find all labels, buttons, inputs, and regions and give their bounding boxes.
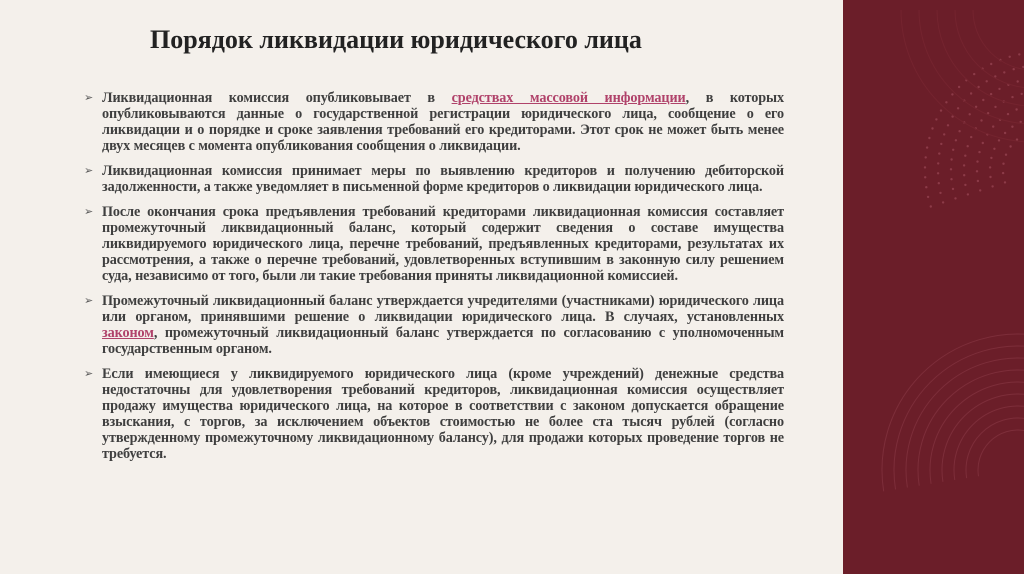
decorative-dot: [994, 75, 996, 77]
decorative-dot: [924, 166, 926, 168]
decorative-dot: [989, 166, 991, 168]
arrow-bullet-icon: ➢: [84, 164, 94, 177]
decorative-dot: [998, 88, 1000, 90]
decorative-dot: [940, 143, 942, 145]
text-segment: Ликвидационная комиссия опубликовывает в: [102, 90, 452, 106]
decorative-dot: [980, 119, 982, 121]
decorative-arc: [973, 10, 1024, 70]
decorative-dot: [939, 192, 941, 194]
decorative-dot: [1015, 108, 1017, 110]
list-item: [84, 204, 784, 284]
decorative-dot: [1004, 132, 1006, 134]
decorative-dot: [925, 156, 927, 158]
list-item: [84, 366, 784, 462]
text-segment: Промежуточный ликвидационный баланс утверждается учредителями (участниками) юридического лица или органом, принявшими решение о ликвидации юридического лица. В случаях, установленных: [102, 293, 784, 325]
decorative-arc: [882, 334, 1024, 491]
decorative-dot: [993, 148, 995, 150]
decorative-arc: [918, 370, 1024, 486]
decorative-dot: [1009, 56, 1011, 58]
decorative-dot: [1002, 172, 1004, 174]
decorative-dot: [979, 189, 981, 191]
list-item-text: [102, 90, 784, 154]
decorative-dot: [926, 146, 928, 148]
decorative-dot: [1004, 181, 1006, 183]
decorative-pattern: [843, 0, 1024, 574]
decorative-dot: [967, 145, 969, 147]
decorative-dot: [957, 107, 959, 109]
list-item: [84, 293, 784, 357]
decorative-dot: [937, 162, 939, 164]
decorative-dot: [990, 93, 992, 95]
decorative-arc: [901, 10, 1024, 142]
decorative-dot: [950, 158, 952, 160]
arrow-bullet-icon: ➢: [84, 367, 94, 380]
list-item-text: [102, 366, 784, 462]
decorative-dot: [1011, 126, 1013, 128]
decorative-dot: [977, 86, 979, 88]
decorative-dot: [937, 172, 939, 174]
decorative-dot: [950, 168, 952, 170]
decorative-dot: [963, 174, 965, 176]
decorative-dot: [931, 127, 933, 129]
decorative-arc: [978, 430, 1024, 476]
decorative-dot: [1013, 68, 1015, 70]
decorative-dot: [925, 186, 927, 188]
decorative-dot: [943, 133, 945, 135]
decorative-arc: [894, 346, 1024, 489]
decorative-dot: [935, 118, 937, 120]
decorative-dot: [975, 106, 977, 108]
decorative-dot: [942, 201, 944, 203]
decorative-dot: [964, 155, 966, 157]
list-item: [84, 163, 784, 195]
decorative-dot: [1002, 163, 1004, 165]
decorative-dot: [952, 149, 954, 151]
decorative-arc: [937, 10, 1024, 106]
decorative-dot: [951, 93, 953, 95]
decorative-dot: [963, 164, 965, 166]
arrow-bullet-icon: ➢: [84, 91, 94, 104]
decorative-dot: [950, 178, 952, 180]
decorative-dot: [952, 188, 954, 190]
decorative-dot: [964, 184, 966, 186]
decorative-dot: [970, 136, 972, 138]
decorative-dot: [924, 176, 926, 178]
decorative-dot: [940, 109, 942, 111]
decorative-dot: [927, 196, 929, 198]
decorative-dot: [1005, 154, 1007, 156]
decorative-dot: [991, 185, 993, 187]
decorative-dot: [938, 182, 940, 184]
decorative-dot: [970, 92, 972, 94]
bullet-list: [84, 90, 784, 471]
decorative-dot: [958, 86, 960, 88]
decorative-dot: [947, 124, 949, 126]
media-link[interactable]: средствах массовой информации: [451, 90, 686, 106]
decorative-dot: [990, 157, 992, 159]
decorative-dot: [977, 180, 979, 182]
list-item-text: [102, 204, 784, 284]
decorative-dot: [992, 125, 994, 127]
decorative-dot: [945, 101, 947, 103]
decorative-arc: [906, 358, 1024, 488]
decorative-dot: [954, 197, 956, 199]
decorative-dot: [1018, 53, 1020, 55]
decorative-arc: [930, 382, 1024, 484]
decorative-dot: [1011, 96, 1013, 98]
decorative-dot: [1007, 113, 1009, 115]
arrow-bullet-icon: ➢: [84, 294, 94, 307]
text-segment: После окончания срока предъявления требований кредиторами ликвидационная комиссия составляет промежуточный ликвидационный баланс, который содержит сведения о составе имущества ликвидируемого юридического лица, перечне требований, предъявленных кредиторами, результатах их рассмотрения, а также о перечне требований, удовлетворенных вступившим в законную силу решением суда, независимо от того, были ли такие требования приняты ликвидационной комиссией.: [102, 204, 784, 284]
list-item-text: [102, 163, 784, 195]
page-title: Порядок ликвидации юридического лица: [150, 25, 642, 54]
decorative-arc: [955, 10, 1024, 88]
list-item: [84, 90, 784, 154]
arrow-bullet-icon: ➢: [84, 205, 94, 218]
decorative-dot: [973, 73, 975, 75]
decorative-dot: [994, 106, 996, 108]
decorative-dot: [982, 142, 984, 144]
decorative-dot: [1021, 93, 1023, 95]
decorative-dot: [969, 113, 971, 115]
law-link[interactable]: законом: [102, 325, 154, 341]
decorative-side-panel: [843, 0, 1024, 574]
decorative-dot: [958, 130, 960, 132]
decorative-dot: [976, 160, 978, 162]
decorative-dot: [967, 193, 969, 195]
decorative-dot: [990, 63, 992, 65]
decorative-dot: [928, 137, 930, 139]
decorative-dot: [989, 176, 991, 178]
decorative-dot: [976, 170, 978, 172]
text-segment: Если имеющиеся у ликвидируемого юридического лица (кроме учреждений) денежные средства недостаточны для удовлетворения требований кредиторов, ликвидационная комиссия осуществляет продажу имущества юридического лица, на которое в соответствии с законом допускается обращение взыскания, с торгов, за исключением объектов стоимостью не более ста тысяч рублей (согласно утвержденному промежуточному ликвидационному балансу), для продажи которых проведение торгов не требуется.: [102, 366, 784, 462]
decorative-dot: [1017, 80, 1019, 82]
decorative-dot: [930, 205, 932, 207]
list-item-text: [102, 293, 784, 357]
decorative-dot: [1003, 71, 1005, 73]
decorative-dot: [955, 139, 957, 141]
decorative-dot: [998, 139, 1000, 141]
decorative-arc: [919, 10, 1024, 124]
decorative-dot: [1020, 121, 1022, 123]
decorative-dot: [982, 99, 984, 101]
decorative-dot: [1009, 145, 1011, 147]
decorative-dot: [978, 151, 980, 153]
decorative-dot: [986, 80, 988, 82]
text-segment: Ликвидационная комиссия принимает меры по выявлению кредиторов и получению дебиторской задолженности, а также уведомляет в письменной форме кредиторов о ликвидации юридического лица.: [102, 163, 784, 195]
text-segment: , в которых опубликовываются данные о государственной регистрации юридического лица, сообщение о его ликвидации и о порядке и сроке заявления требований его кредиторами. Этот срок не может быть менее двух месяцев с момента опубликования сообщения о ликвидации.: [102, 90, 784, 154]
decorative-arc: [966, 418, 1024, 478]
decorative-dot: [938, 152, 940, 154]
text-segment: , промежуточный ликвидационный баланс утверждается по согласованию с уполномоченным государственным органом.: [102, 325, 784, 357]
